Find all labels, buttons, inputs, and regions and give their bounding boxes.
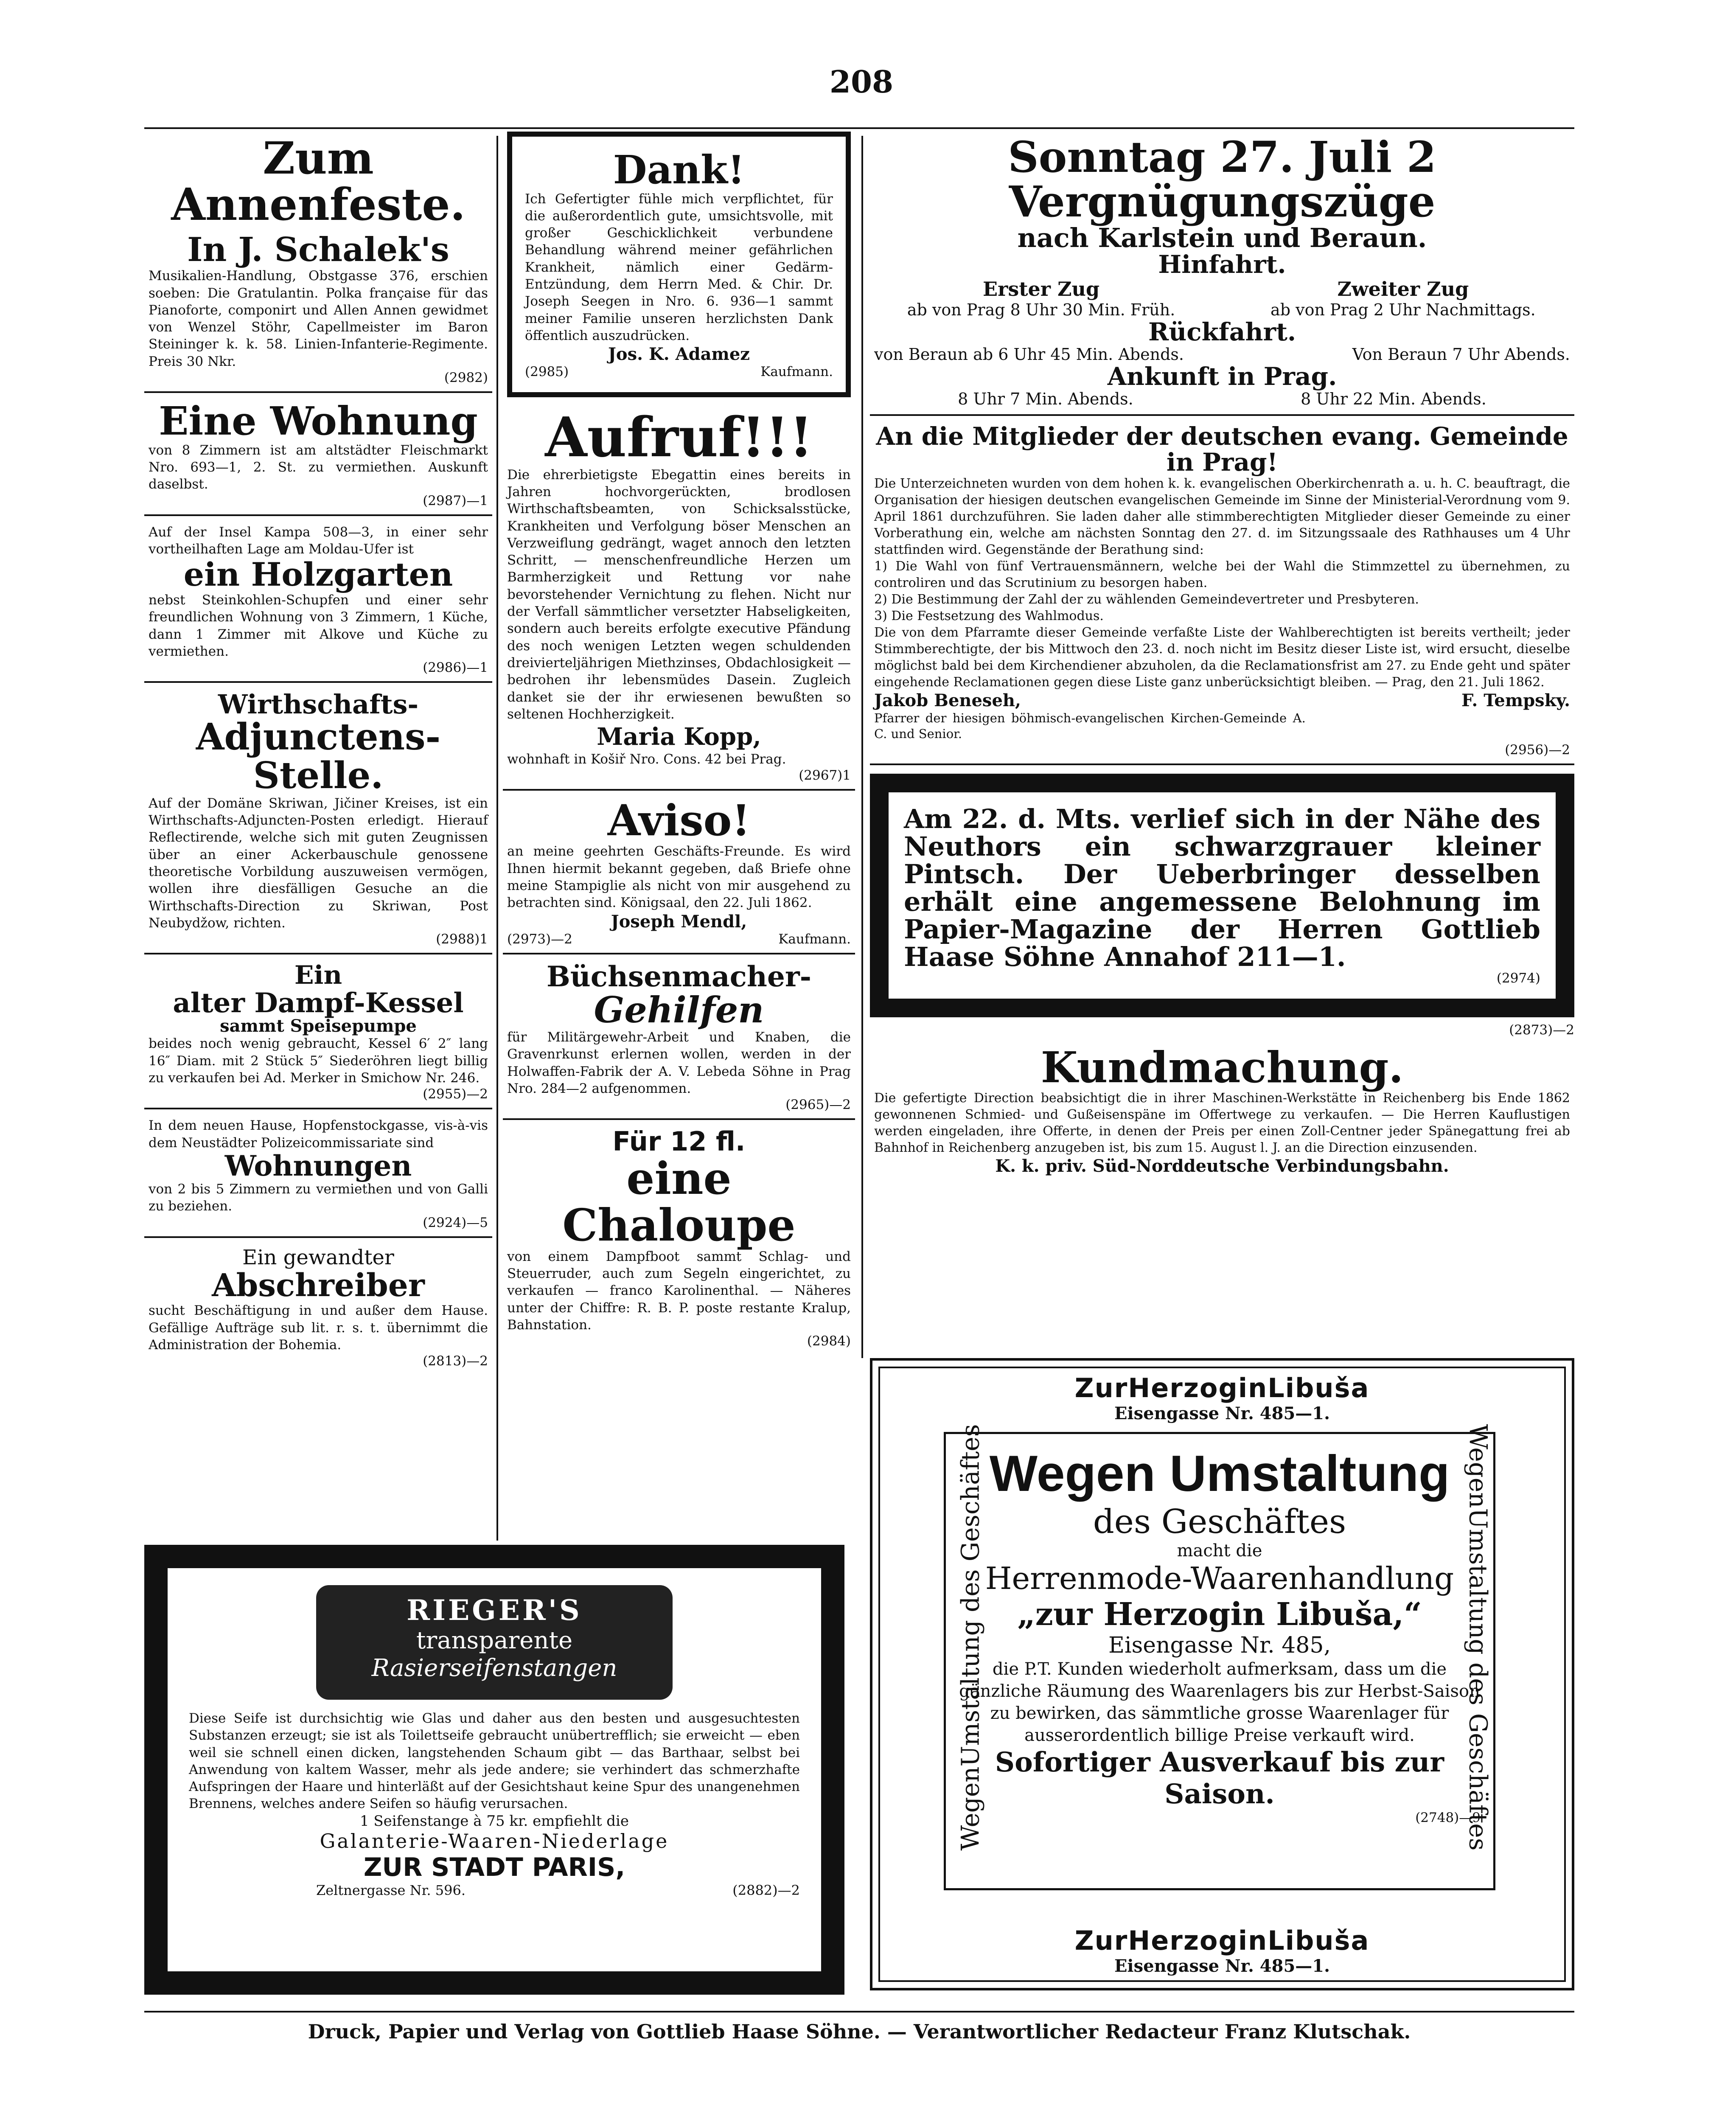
soap-label xyxy=(316,1585,673,1700)
list-item: 3) Die Festsetzung des Wahlmodus. xyxy=(874,608,1104,623)
ad-text: Diese Seife ist durchsichtig wie Glas und daher aus den besten und ausgesuchtesten Substanzen erzeugt; sie ist als Toilettseife gebraucht unübertrefflich; sie erweicht — eben weil sie schnell einen dicken, langstehenden Schaum gibt — das Barthaar, selbst bei Anwendung von kaltem Wasser, mehr als jede andere; sie verhindert das schmerzhafte Aufspringen der Haare und hinterläßt auf der Gesichtshaut keine Spur des unangenehmen Brennens, welches andere Seifen so häufig verursachen. xyxy=(189,1711,800,1812)
price-line: 1 Seifenstange à 75 kr. empfiehlt die xyxy=(359,1812,629,1830)
ad-sub: des Geschäftes xyxy=(1093,1503,1346,1541)
ad-text: Die gefertigte Direction beabsichtigt die in ihrer Maschinen-Werkstätte in Reichenberg bis Ende 1862 gewonnenen Schmied- und Gußeisenspäne im Offertwege zu verkaufen. — Die Herren Kauflustigen werden eingeladen, ihre Offerte, in denen der Preis per einen Zoll-Centner jeder Spänegattung frei ab Bahnhof in Reichenberg anzugeben ist, bis zum 15. August l. J. an die Direction einzusenden. xyxy=(874,1091,1570,1156)
ad-ref: (2955)—2 xyxy=(423,1086,488,1102)
ad-pre: Ein gewandter xyxy=(242,1245,394,1269)
ad-text: Auf der Domäne Skriwan, Jičiner Kreises, ist ein Wirthschafts-Adjuncten-Posten erledigt. Hierauf Reflectirende, welche sich mit guten Zeugnissen über an einer Ackerbauschule genossene theoretische Vorbildung auszuweisen vermögen, wollen ihre diesfälligen Gesuche an die Wirthschafts-Direction zu Skriwan, Post Neubydžow, richten. xyxy=(149,795,488,931)
shop-name: „zur Herzogin Libuša,“ xyxy=(1017,1596,1422,1633)
column-1 xyxy=(144,127,492,1532)
brand-name: RIEGER'S xyxy=(407,1594,582,1627)
train-time: 8 Uhr 22 Min. Abends. xyxy=(1301,389,1486,408)
shop-address: Zeltnergasse Nr. 596. xyxy=(316,1882,466,1898)
ad-text: beides noch wenig gebraucht, Kessel 6′ 2″ lang 16″ Diam. mit 2 Stück 5″ Siederöhren liegt billig zu verkaufen bei Ad. Merker in Smichow Nr. 246. xyxy=(149,1036,488,1086)
brand-line: Rasierseifenstangen xyxy=(371,1654,617,1682)
ad-signature: Jos. K. Adamez xyxy=(608,344,750,365)
ad-text: Musikalien-Handlung, Obstgasse 376, erschien soeben: Die Gratulantin. Polka française für das Pianoforte, componirt und Allen Annen gewidmet von Wenzel Stöhr, Capellmeister im Baron Steininger k. k. 58. Linien-Infanterie-Regimente. Preis 30 Nkr. xyxy=(149,268,488,369)
ad-text: von einem Dampfboot sammt Schlag- und Steuerruder, auch zum Segeln eingerichtet, zu verkaufen — franco Karolinenthal. — Näheres unter der Chiffre: R. B. P. poste restante Kralup, Bahnstation. xyxy=(507,1249,851,1333)
ad-title: Kaufmann. xyxy=(760,364,833,380)
ad-dampfkessel xyxy=(144,954,492,1109)
shop-name: ZurHerzoginLibuša xyxy=(1074,1373,1370,1403)
train-label: Erster Zug xyxy=(983,277,1100,300)
ad-text: von 2 bis 5 Zimmern zu vermiethen und von Galli zu beziehen. xyxy=(149,1182,488,1214)
ad-text: Die von dem Pfarramte dieser Gemeinde verfaßte Liste der Wahlberechtigten ist bereits vertheilt; jeder Stimmberechtigte, der bis Mittwoch den 23. d. noch nicht im Besitz dieser Liste ist, wird ersucht, dieselbe möglichst bald bei dem Kirchendiener abzuholen, da die Reclamationsfrist am 27. zu Ende geht und später eingehende Reclamationen gegen diese Liste ganz unberücksichtigt bleiben. — Prag, den 21. Juli 1862. xyxy=(874,625,1570,690)
brand-line: transparente xyxy=(416,1627,573,1654)
side-banner-right: WegenUmstaltung des Geschäftes xyxy=(1464,1424,1493,1851)
shop-name: ZurHerzoginLibuša xyxy=(1074,1925,1370,1956)
ad-herzogin-libusa xyxy=(870,1358,1574,1990)
ad-wohnungen xyxy=(144,1109,492,1238)
ad-signature: Jakob Beneseh, xyxy=(874,690,1021,710)
train-time: ab von Prag 2 Uhr Nachmittags. xyxy=(1270,300,1536,319)
ad-headline: Zum Annenfeste. xyxy=(171,132,466,231)
section-label: Rückfahrt. xyxy=(1148,317,1296,346)
shop-address: Eisengasse Nr. 485—1. xyxy=(1114,1403,1330,1423)
shop-address: Eisengasse Nr. 485, xyxy=(1108,1633,1331,1658)
ad-signature: Maria Kopp, xyxy=(597,723,761,751)
ad-dank xyxy=(507,132,851,397)
ad-pre: Für 12 fl. xyxy=(612,1126,746,1157)
ad-vergnuegungszuege xyxy=(870,127,1574,416)
ad-ref: (2873)—2 xyxy=(1509,1022,1574,1038)
main-notice xyxy=(944,1432,1495,1890)
ad-headline: Wirthschafts- xyxy=(218,689,419,720)
train-time: von Beraun ab 6 Uhr 45 Min. Abends. xyxy=(874,345,1184,364)
ad-text: Die Unterzeichneten wurden von dem hohen k. k. evangelischen Oberkirchenrath a. u. h. C. beauftragt, die Organisation der hiesigen deutschen evangelischen Gemeinde im Sinne der Ministerial-Verordnung vom 9. April 1861 durchzuführen. Sie laden daher alle stimmberechtigten Mitglieder dieser Gemeinde zu einer Vorberathung ein, welche am nächsten Sonntag den 27. d. im Sitzungssaale des Rathhauses um 4 Uhr stattfinden wird. Gegenstände der Berathung sind: xyxy=(874,476,1570,557)
ad-abschreiber xyxy=(144,1238,492,1375)
ad-text: Die ehrerbietigste Ebegattin eines bereits in Jahren hochvorgerückten, brodlosen Wirthschaftsbeamten, von Schicksalsstücke, Krankheiten und Verfolgung böser Menschen an Verzweiflung gedrängt, waget annoch den letzten Schritt, — menschenfreundliche Herzen um Barmherzigkeit und Rettung vor nahe bevorstehender Vernichtung zu flehen. Nicht nur der Verfall sämmtlicher versetzter Habseligkeiten, sondern auch bereits erfolgte executive Pfändung des noch wenigen Letzten wegen schuldenden dreivierteljährigen Miethzinses, Obdachlosigkeit — bedrohen ihr lebensmüdes Dasein. Zugleich danket sie der ihr erwiesenen bewußten so seltenen Hochherzigkeit. xyxy=(507,467,851,722)
ad-ref: (2924)—5 xyxy=(423,1215,488,1230)
ad-ref: (2882)—2 xyxy=(732,1882,800,1898)
column-divider xyxy=(861,136,863,1358)
ad-text: nebst Steinkohlen-Schupfen und einer sehr freundlichen Wohnung von 3 Zimmern, 1 Küche, dann 1 Zimmer mit Alkove und Küche zu vermiethen. xyxy=(149,592,488,659)
ad-title: Pfarrer der hiesigen böhmisch-evangelischen Kirchen-Gemeinde A. C. und Senior. xyxy=(874,710,1306,741)
ad-headline: Gehilfen xyxy=(594,988,764,1031)
ad-text: für Militärgewehr-Arbeit und Knaben, die Gravenrkunst erlernen wollen, werden in der Holwaffen-Fabrik der A. V. Lebeda Söhne in Prag Nro. 284—2 aufgenommen. xyxy=(507,1030,851,1096)
ad-signature: F. Tempsky. xyxy=(1461,690,1570,710)
ad-address: wohnhaft in Košiř Nro. Cons. 42 bei Prag. xyxy=(507,752,786,767)
ad-headline: Sonntag 27. Juli 2 Vergnügungszüge xyxy=(1008,132,1436,227)
train-label: Zweiter Zug xyxy=(1337,277,1469,300)
ad-headline: Abschreiber xyxy=(212,1267,425,1304)
ad-headline: Kundmachung. xyxy=(1040,1042,1404,1093)
ad-headline: alter Dampf-Kessel xyxy=(173,987,464,1019)
train-time: ab von Prag 8 Uhr 30 Min. Früh. xyxy=(907,300,1175,319)
ad-sub: nach Karlstein und Beraun. xyxy=(1017,222,1427,253)
list-item: 2) Die Bestimmung der Zahl der zu wählenden Gemeindevertreter und Presbyteren. xyxy=(874,592,1419,607)
ad-sub: sammt Speisepumpe xyxy=(220,1016,417,1036)
section-label: Hinfahrt. xyxy=(1158,250,1286,279)
ad-text: sucht Beschäftigung in und außer dem Hause. Gefällige Aufträge sub lit. r. s. t. übernimmt die Administration der Bohemia. xyxy=(149,1303,488,1353)
sale-line: Sofortiger Ausverkauf bis zur Saison. xyxy=(995,1746,1444,1810)
ad-ref: (2988)1 xyxy=(436,932,488,947)
ad-evang-gemeinde xyxy=(870,416,1574,765)
ad-adjunct xyxy=(144,683,492,954)
ad-headline: Adjunctens-Stelle. xyxy=(196,716,441,797)
ad-ref: (2986)—1 xyxy=(423,660,488,676)
ad-title: Kaufmann. xyxy=(778,931,851,947)
ad-intro: Auf der Insel Kampa 508—3, in einer sehr vortheilhaften Lage am Moldau-Ufer ist xyxy=(149,524,488,557)
ad-headline: eine Chaloupe xyxy=(562,1152,796,1251)
ad-aufruf xyxy=(503,401,855,791)
ad-ref: (2956)—2 xyxy=(1505,742,1570,758)
ad-text: Ich Gefertigter fühle mich verpflichtet, für die außerordentlich gute, umsichtsvolle, mit großer Geschicklichkeit verbundene Behandlung während meiner gefährlichen Krankheit, nämlich einer Gedärm-Entzündung, dem Herrn Med. & Chir. Dr. Joseph Seegen in Nro. 6. 936—1 sammt meiner Familie unseren herzlichsten Dank öffentlich auszudrücken. xyxy=(525,191,833,343)
shop-name: ZUR STADT PARIS, xyxy=(363,1852,625,1882)
ad-text: Am 22. d. Mts. verlief sich in der Nähe des Neuthors ein schwarzgrauer kleiner Pintsch. Der Ueberbringer desselben erhält eine angemessene Belohnung im Papier-Magazine der Herren Gottlieb Haase Söhne Annahof 211—1. xyxy=(904,803,1540,973)
column-divider xyxy=(496,136,498,1541)
ad-chaloupe xyxy=(503,1120,855,1355)
shop-name: In J. Schalek's xyxy=(187,230,449,269)
ad-ref: (2987)—1 xyxy=(423,493,488,508)
ad-ref: (2982) xyxy=(444,370,488,386)
section-label: Ankunft in Prag. xyxy=(1107,362,1337,391)
ad-ref: (2973)—2 xyxy=(507,931,572,947)
shop-address: Eisengasse Nr. 485—1. xyxy=(1114,1956,1330,1976)
list-item: 1) Die Wahl von fünf Vertrauensmännern, welche bei der Wahl die Stimmzettel zu übernehmen, zu controliren und das Scrutinium zu besorgen haben. xyxy=(874,559,1570,590)
ad-signature: K. k. priv. Süd-Norddeutsche Verbindungsbahn. xyxy=(995,1156,1449,1176)
ad-headline: Wohnungen xyxy=(224,1149,412,1182)
ad-pintsch xyxy=(870,765,1574,1038)
ad-ref: (2748)—9 xyxy=(1415,1810,1481,1825)
column-2 xyxy=(503,127,855,1532)
ad-ref: (2984) xyxy=(807,1333,851,1349)
page-number: 208 xyxy=(829,64,894,100)
ad-headline: Wegen Umstaltung xyxy=(989,1445,1450,1502)
ad-ref: (2985) xyxy=(525,364,569,380)
ad-line: macht die xyxy=(1177,1541,1262,1561)
ad-headline: Dank! xyxy=(613,147,745,193)
ad-ref: (2813)—2 xyxy=(423,1353,488,1369)
ad-signature: Joseph Mendl, xyxy=(611,911,747,932)
side-banner-left: WegenUmstaltung des Geschäftes xyxy=(956,1424,985,1851)
ad-annenfest xyxy=(144,127,492,393)
ad-rieger-soap xyxy=(144,1545,844,1995)
shop-type: Herrenmode-Waarenhandlung xyxy=(985,1561,1454,1596)
ad-headline: Aufruf!!! xyxy=(545,406,813,470)
ad-aviso xyxy=(503,791,855,954)
ad-ref: (2974) xyxy=(1496,971,1540,986)
ad-headline: in Prag! xyxy=(1166,447,1278,477)
ad-text: an meine geehrten Geschäfts-Freunde. Es wird Ihnen hiermit bekannt gegeben, daß Briefe ohne meine Stampiglie als nicht von mir ausgehend zu betrachten sind. Königsaal, den 22. Juli 1862. xyxy=(507,844,851,911)
shop-line: Galanterie-Waaren-Niederlage xyxy=(320,1829,669,1853)
ad-intro: In dem neuen Hause, Hopfenstockgasse, vis-à-vis dem Neustädter Polizeicommissariate sind xyxy=(149,1118,488,1151)
ad-kundmachung xyxy=(870,1038,1574,1182)
train-time: 8 Uhr 7 Min. Abends. xyxy=(958,389,1133,408)
ad-text: von 8 Zimmern ist am altstädter Fleischmarkt Nro. 693—1, 2. St. zu vermiethen. Auskunft daselbst. xyxy=(149,442,488,492)
ad-headline: An die Mitglieder der deutschen evang. Gemeinde xyxy=(876,421,1568,451)
ad-headline: Ein xyxy=(294,960,342,991)
ad-ref: (2967)1 xyxy=(799,768,851,783)
train-time: Von Beraun 7 Uhr Abends. xyxy=(1352,345,1570,364)
ad-ref: (2965)—2 xyxy=(785,1097,851,1113)
ad-buechsenmacher xyxy=(503,954,855,1120)
ad-headline: Eine Wohnung xyxy=(159,398,478,444)
ad-wohnung xyxy=(144,393,492,516)
ad-headline: Büchsenmacher- xyxy=(546,960,811,993)
ad-headline: ein Holzgarten xyxy=(183,556,453,594)
ad-holzgarten xyxy=(144,516,492,683)
imprint-footer: Druck, Papier und Verlag von Gottlieb Haase Söhne. — Verantwortlicher Redacteur Franz Klutschak. xyxy=(144,2011,1574,2043)
ad-text: die P.T. Kunden wiederholt aufmerksam, dass um die gänzliche Räumung des Waarenlagers bis zur Herbst-Saison zu bewirken, das sämmtliche grosse Waarenlager für ausserordentlich billige Preise verkauft wird. xyxy=(959,1659,1480,1745)
ad-headline: Aviso! xyxy=(607,795,751,846)
